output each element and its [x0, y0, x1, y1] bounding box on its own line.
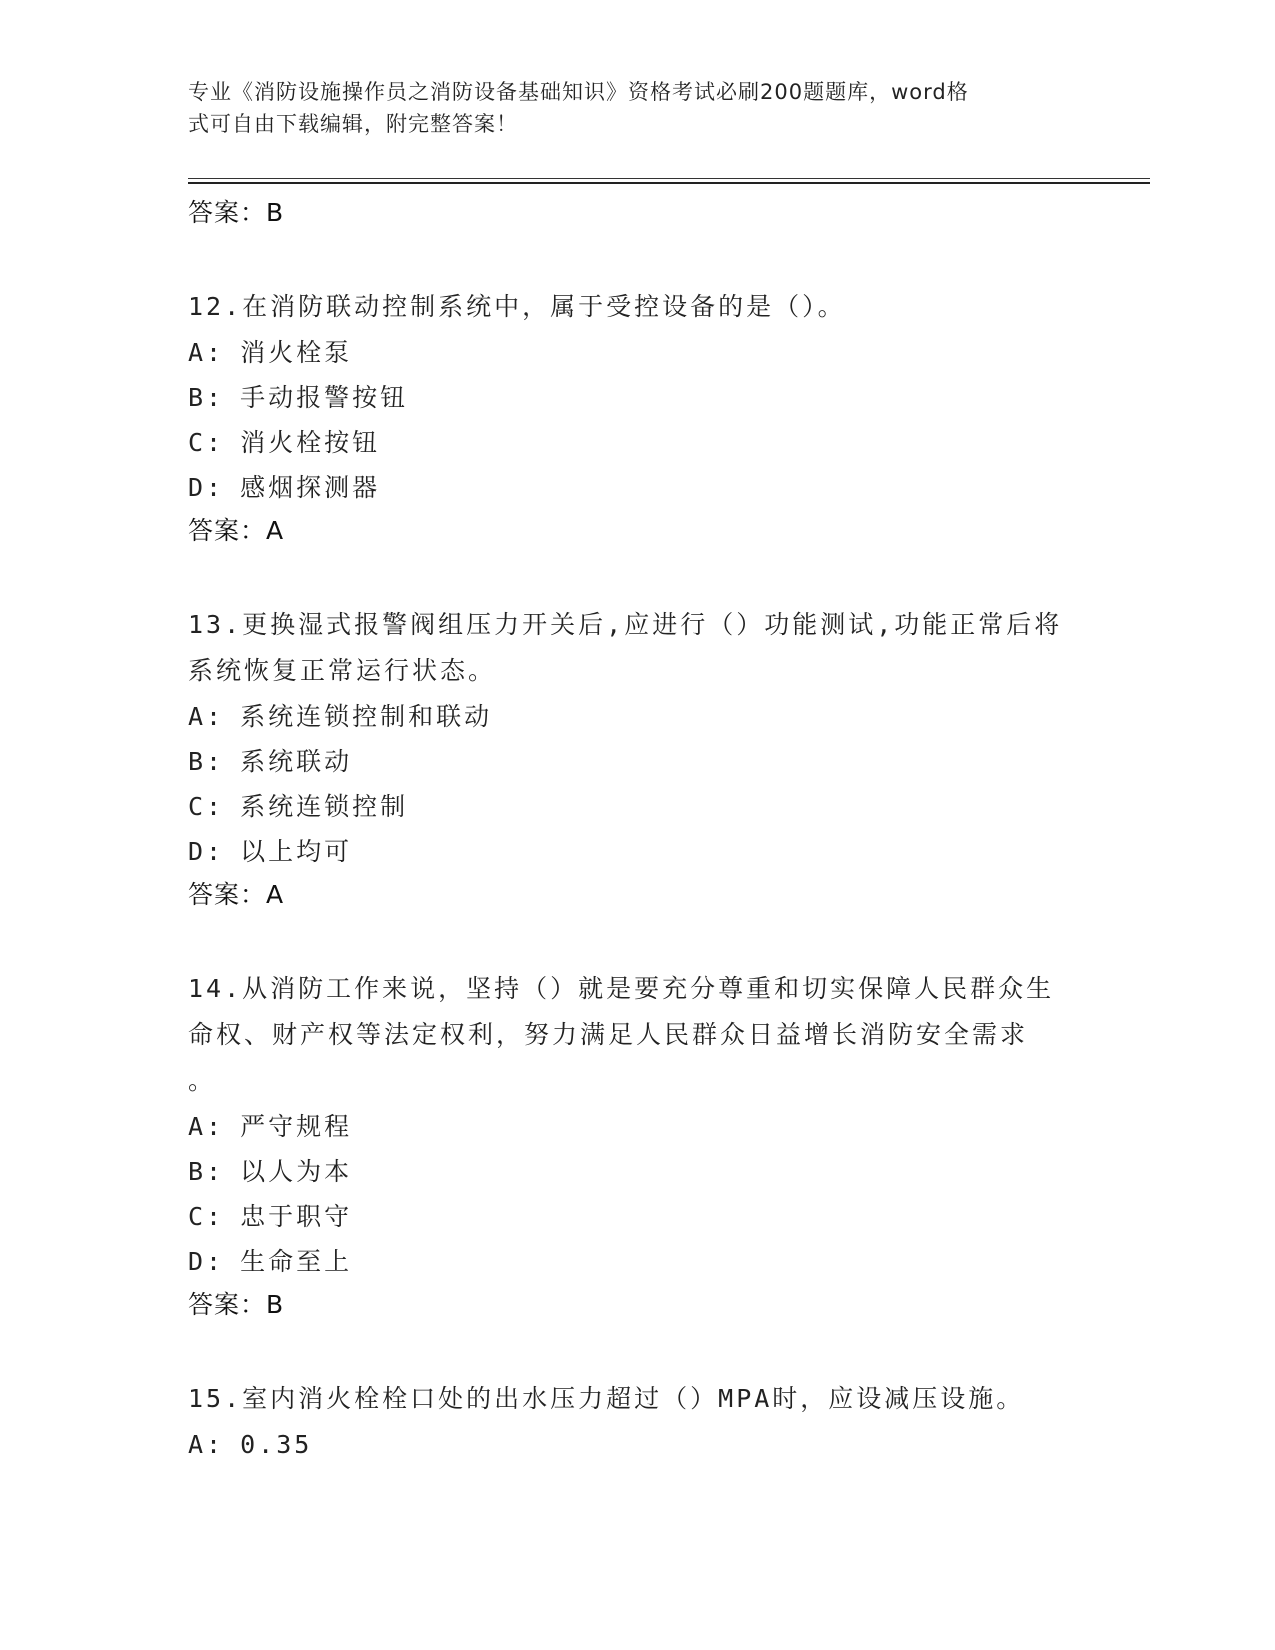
option-c — [188, 784, 1088, 829]
option-text: 感烟探测器 — [240, 473, 381, 502]
answer: 答案：A — [188, 516, 285, 545]
option-key: B: — [188, 383, 225, 412]
option-key: A: — [188, 338, 225, 367]
option-text: 严守规程 — [240, 1112, 353, 1141]
option-key: D: — [188, 473, 225, 502]
option-d — [188, 465, 1088, 510]
option-text: 系统联动 — [240, 747, 353, 776]
option-key: B: — [188, 1157, 225, 1186]
answer: 答案：A — [188, 880, 285, 909]
question-stem: 12.在消防联动控制系统中，属于受控设备的是（）。 — [188, 292, 846, 321]
question-stem-line-3: 。 — [188, 1066, 217, 1095]
question-12 — [188, 284, 1088, 552]
option-text: 生命至上 — [240, 1247, 353, 1276]
option-b — [188, 1149, 1088, 1194]
option-d — [188, 1239, 1088, 1284]
option-a — [188, 694, 1088, 739]
option-text: 手动报警按钮 — [240, 383, 409, 412]
option-b — [188, 739, 1088, 784]
option-key: C: — [188, 428, 225, 457]
option-text: 系统连锁控制和联动 — [240, 702, 493, 731]
header-line-2: 式可自由下载编辑，附完整答案！ — [188, 112, 518, 136]
option-text: 以人为本 — [240, 1157, 353, 1186]
document-header — [188, 76, 1068, 140]
question-stem-line-2: 命权、财产权等法定权利，努力满足人民群众日益增长消防安全需求 — [188, 1020, 1029, 1049]
question-stem-line-2: 系统恢复正常运行状态。 — [188, 656, 497, 685]
option-text: 忠于职守 — [240, 1202, 353, 1231]
option-text: 消火栓泵 — [240, 338, 353, 367]
option-c — [188, 420, 1088, 465]
option-c — [188, 1194, 1088, 1239]
header-line-1: 专业《消防设施操作员之消防设备基础知识》资格考试必刷200题题库，word格 — [188, 80, 969, 104]
option-key: D: — [188, 837, 225, 866]
option-key: C: — [188, 1202, 225, 1231]
question-stem-line-1: 14.从消防工作来说，坚持（）就是要充分尊重和切实保障人民群众生 — [188, 974, 1055, 1003]
question-13 — [188, 602, 1088, 916]
question-stem-line-1: 13.更换湿式报警阀组压力开关后,应进行（）功能测试,功能正常后将 — [188, 610, 1063, 639]
question-stem: 15.室内消火栓栓口处的出水压力超过（）MPA时，应设减压设施。 — [188, 1384, 1025, 1413]
option-a — [188, 330, 1088, 375]
option-d — [188, 829, 1088, 874]
option-key: A: — [188, 702, 225, 731]
question-list — [188, 192, 1088, 1467]
option-a — [188, 1104, 1088, 1149]
option-text: 以上均可 — [240, 837, 353, 866]
option-key: A: — [188, 1430, 225, 1459]
question-15 — [188, 1376, 1088, 1467]
header-divider-thin — [188, 178, 1150, 179]
option-a — [188, 1422, 1088, 1467]
option-key: D: — [188, 1247, 225, 1276]
option-b — [188, 375, 1088, 420]
answer: 答案：B — [188, 1290, 285, 1319]
option-text: 系统连锁控制 — [240, 792, 409, 821]
question-14 — [188, 966, 1088, 1326]
header-divider-thick — [188, 182, 1150, 184]
option-key: C: — [188, 792, 225, 821]
option-key: B: — [188, 747, 225, 776]
previous-answer: 答案：B — [188, 198, 285, 227]
option-text: 0.35 — [240, 1430, 313, 1459]
option-key: A: — [188, 1112, 225, 1141]
option-text: 消火栓按钮 — [240, 428, 381, 457]
